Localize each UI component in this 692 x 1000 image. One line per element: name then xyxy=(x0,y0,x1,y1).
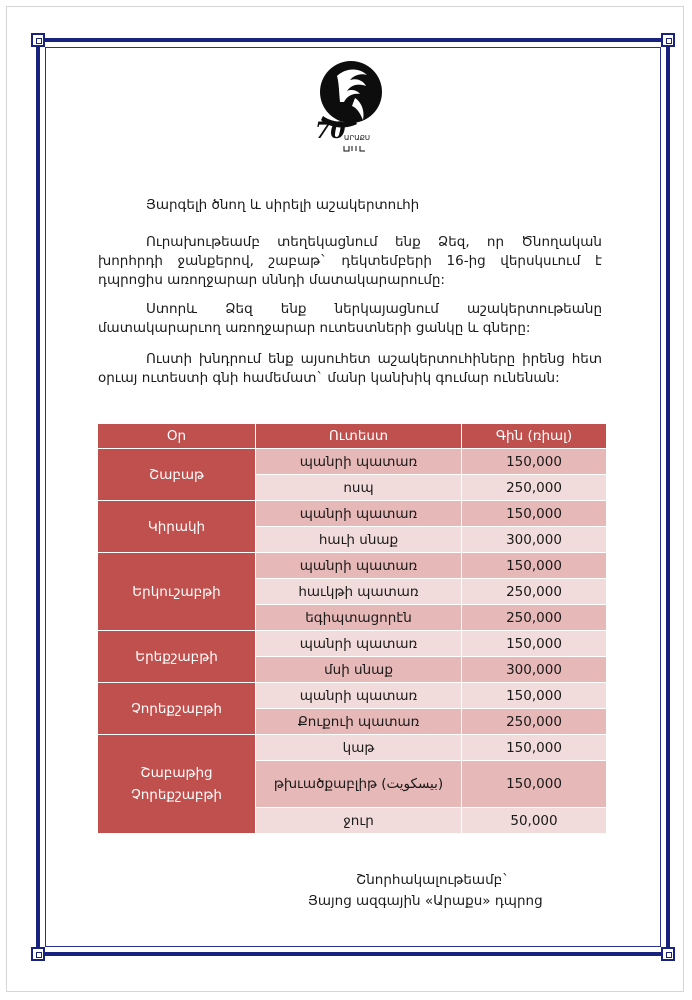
dish-cell: պանրի պատառ xyxy=(256,553,462,579)
day-cell: Շաբաթից Չորեքշաբթի xyxy=(98,735,256,834)
school-logo xyxy=(311,58,387,154)
day-cell: Կիրակի xyxy=(98,501,256,553)
letter-paragraph: Ուրախութեամբ տեղեկացնում ենք Ձեզ, որ Ծնողական խորհրդի ջանքերով, շաբաթ` դեկտեմբերի 16-ից վերսկսւում է դպրոցիս առողջարար սննդի մատակարարումը: xyxy=(98,234,602,288)
frame-corner-ornament xyxy=(31,33,45,47)
dish-cell: Քուքուի պատառ xyxy=(256,709,462,735)
logo-name: ԱՐԱՔՍ xyxy=(344,134,371,142)
dish-cell: հաւկթի պատառ xyxy=(256,579,462,605)
signature-thanks: Շնորհակալութեամբ` xyxy=(356,872,509,888)
dish-cell: պանրի պատառ xyxy=(256,683,462,709)
day-cell: Շաբաթ xyxy=(98,449,256,501)
day-cell: Երկուշաբթի xyxy=(98,553,256,631)
day-cell: Երեքշաբթի xyxy=(98,631,256,683)
dish-cell: մսի սնաք xyxy=(256,657,462,683)
price-cell: 50,000 xyxy=(462,808,607,834)
header-day: Օր xyxy=(98,424,256,449)
table-row xyxy=(98,631,607,657)
letter-greeting: Յարգելի ծնող և սիրելի աշակերտուհի xyxy=(146,197,420,213)
dish-cell: հաւի սնաք xyxy=(256,527,462,553)
signature-school: Յայոց ազգային «Արաքս» դպրոց xyxy=(308,893,543,909)
price-cell: 150,000 xyxy=(462,553,607,579)
price-cell: 150,000 xyxy=(462,449,607,475)
table-row xyxy=(98,501,607,527)
dish-cell: եգիպտացորէն xyxy=(256,605,462,631)
price-cell: 250,000 xyxy=(462,605,607,631)
price-cell: 150,000 xyxy=(462,631,607,657)
table-row xyxy=(98,735,607,761)
price-cell: 250,000 xyxy=(462,475,607,501)
day-cell: Չորեքշաբթի xyxy=(98,683,256,735)
dish-cell: պանրի պատառ xyxy=(256,501,462,527)
frame-corner-ornament xyxy=(661,33,675,47)
frame-corner-ornament xyxy=(31,947,45,961)
logo-number: 70 xyxy=(315,118,346,144)
table-row xyxy=(98,683,607,709)
table-row xyxy=(98,553,607,579)
table-row xyxy=(98,449,607,475)
price-cell: 250,000 xyxy=(462,579,607,605)
letter-paragraph: Ստորև Ձեզ ենք ներկայացնում աշակերտութեանը մատակարարւող առողջարար ուտեստների ցանկը և գները: xyxy=(98,301,602,336)
dish-cell: պանրի պատառ xyxy=(256,449,462,475)
menu-price-table xyxy=(97,423,607,834)
dish-cell: թխւածքաբլիթ (بیسکویت) xyxy=(256,761,462,808)
dish-cell: ջուր xyxy=(256,808,462,834)
header-dish: Ուտեստ xyxy=(256,424,462,449)
dish-cell: ոսպ xyxy=(256,475,462,501)
dish-cell: պանրի պատառ xyxy=(256,631,462,657)
price-cell: 300,000 xyxy=(462,657,607,683)
table-header-row xyxy=(98,424,607,449)
price-cell: 150,000 xyxy=(462,761,607,808)
letter-paragraph: Ուստի խնդրում ենք այսուհետ աշակերտուհիները իրենց հետ օրւայ ուտեստի գնի համեմատ` մանր կանխիկ գումար ունենան: xyxy=(98,351,602,386)
price-cell: 150,000 xyxy=(462,683,607,709)
price-cell: 150,000 xyxy=(462,501,607,527)
frame-corner-ornament xyxy=(661,947,675,961)
price-cell: 150,000 xyxy=(462,735,607,761)
price-cell: 300,000 xyxy=(462,527,607,553)
dish-cell: կաթ xyxy=(256,735,462,761)
price-cell: 250,000 xyxy=(462,709,607,735)
header-price: Գին (ռիալ) xyxy=(462,424,607,449)
